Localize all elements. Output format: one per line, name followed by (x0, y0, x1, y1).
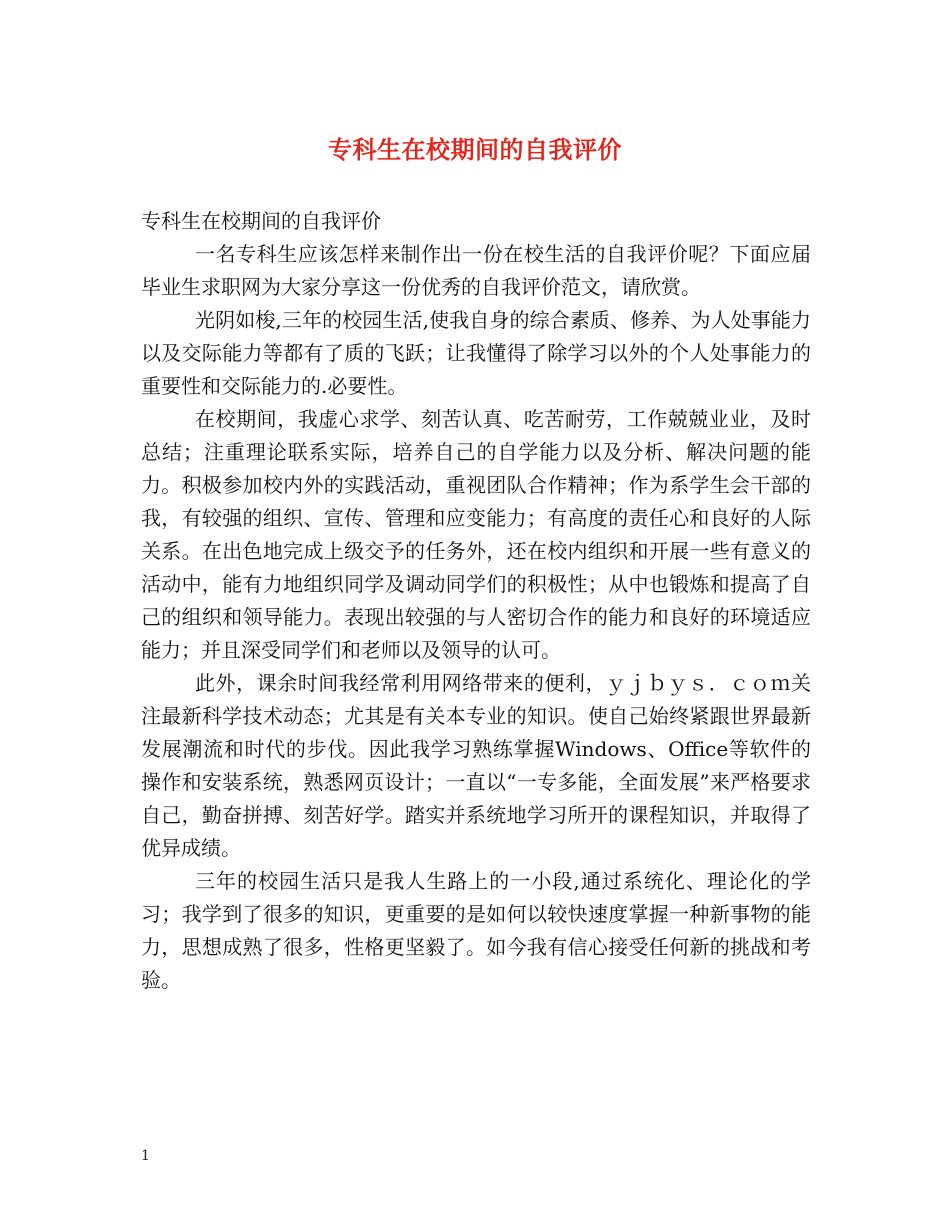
body-paragraph-2: 在校期间，我虚心求学、刻苦认真、吃苦耐劳，工作兢兢业业，及时总结；注重理论联系实际，培养自己的自学能力以及分析、解决问题的能力。积极参加校内外的实践活动，重视团队合作精神；作为系学生会干部的我，有较强的组织、宣传、管理和应变能力；有高度的责任心和良好的人际关系。在出色地完成上级交予的任务外，还在校内组织和开展一些有意义的活动中，能有力地组织同学及调动同学们的积极性；从中也锻炼和提高了自己的组织和领导能力。表现出较强的与人密切合作的能力和良好的环境适应能力；并且深受同学们和老师以及领导的认可。 (141, 407, 811, 662)
document-body (141, 205, 811, 997)
intro-paragraph: 一名专科生应该怎样来制作出一份在校生活的自我评价呢？下面应届毕业生求职网为大家分享这一份优秀的自我评价范文，请欣赏。 (141, 242, 811, 299)
body-paragraph-3: 此外，课余时间我经常利用网络带来的便利，ｙｊｂｙｓ．ｃｏｍ关注最新科学技术动态；尤其是有关本专业的知识。使自己始终紧跟世界最新发展潮流和时代的步伐。因此我学习熟练掌握Windows、Office等软件的操作和安装系统，熟悉网页设计；一直以“一专多能，全面发展”来严格要求自己，勤奋拼搏、刻苦好学。踏实并系统地学习所开的课程知识，并取得了优异成绩。 (141, 671, 811, 860)
subtitle-paragraph: 专科生在校期间的自我评价 (141, 209, 381, 233)
body-paragraph-1: 光阴如梭,三年的校园生活,使我自身的综合素质、修养、为人处事能力以及交际能力等都有了质的飞跃；让我懂得了除学习以外的个人处事能力的重要性和交际能力的.必要性。 (141, 308, 811, 398)
document-title: 专科生在校期间的自我评价 (328, 135, 622, 164)
page-number: 1 (141, 1148, 150, 1164)
body-paragraph-4: 三年的校园生活只是我人生路上的一小段,通过系统化、理论化的学习；我学到了很多的知识，更重要的是如何以较快速度掌握一种新事物的能力，思想成熟了很多，性格更坚毅了。如今我有信心接受任何新的挑战和考验。 (141, 869, 811, 992)
